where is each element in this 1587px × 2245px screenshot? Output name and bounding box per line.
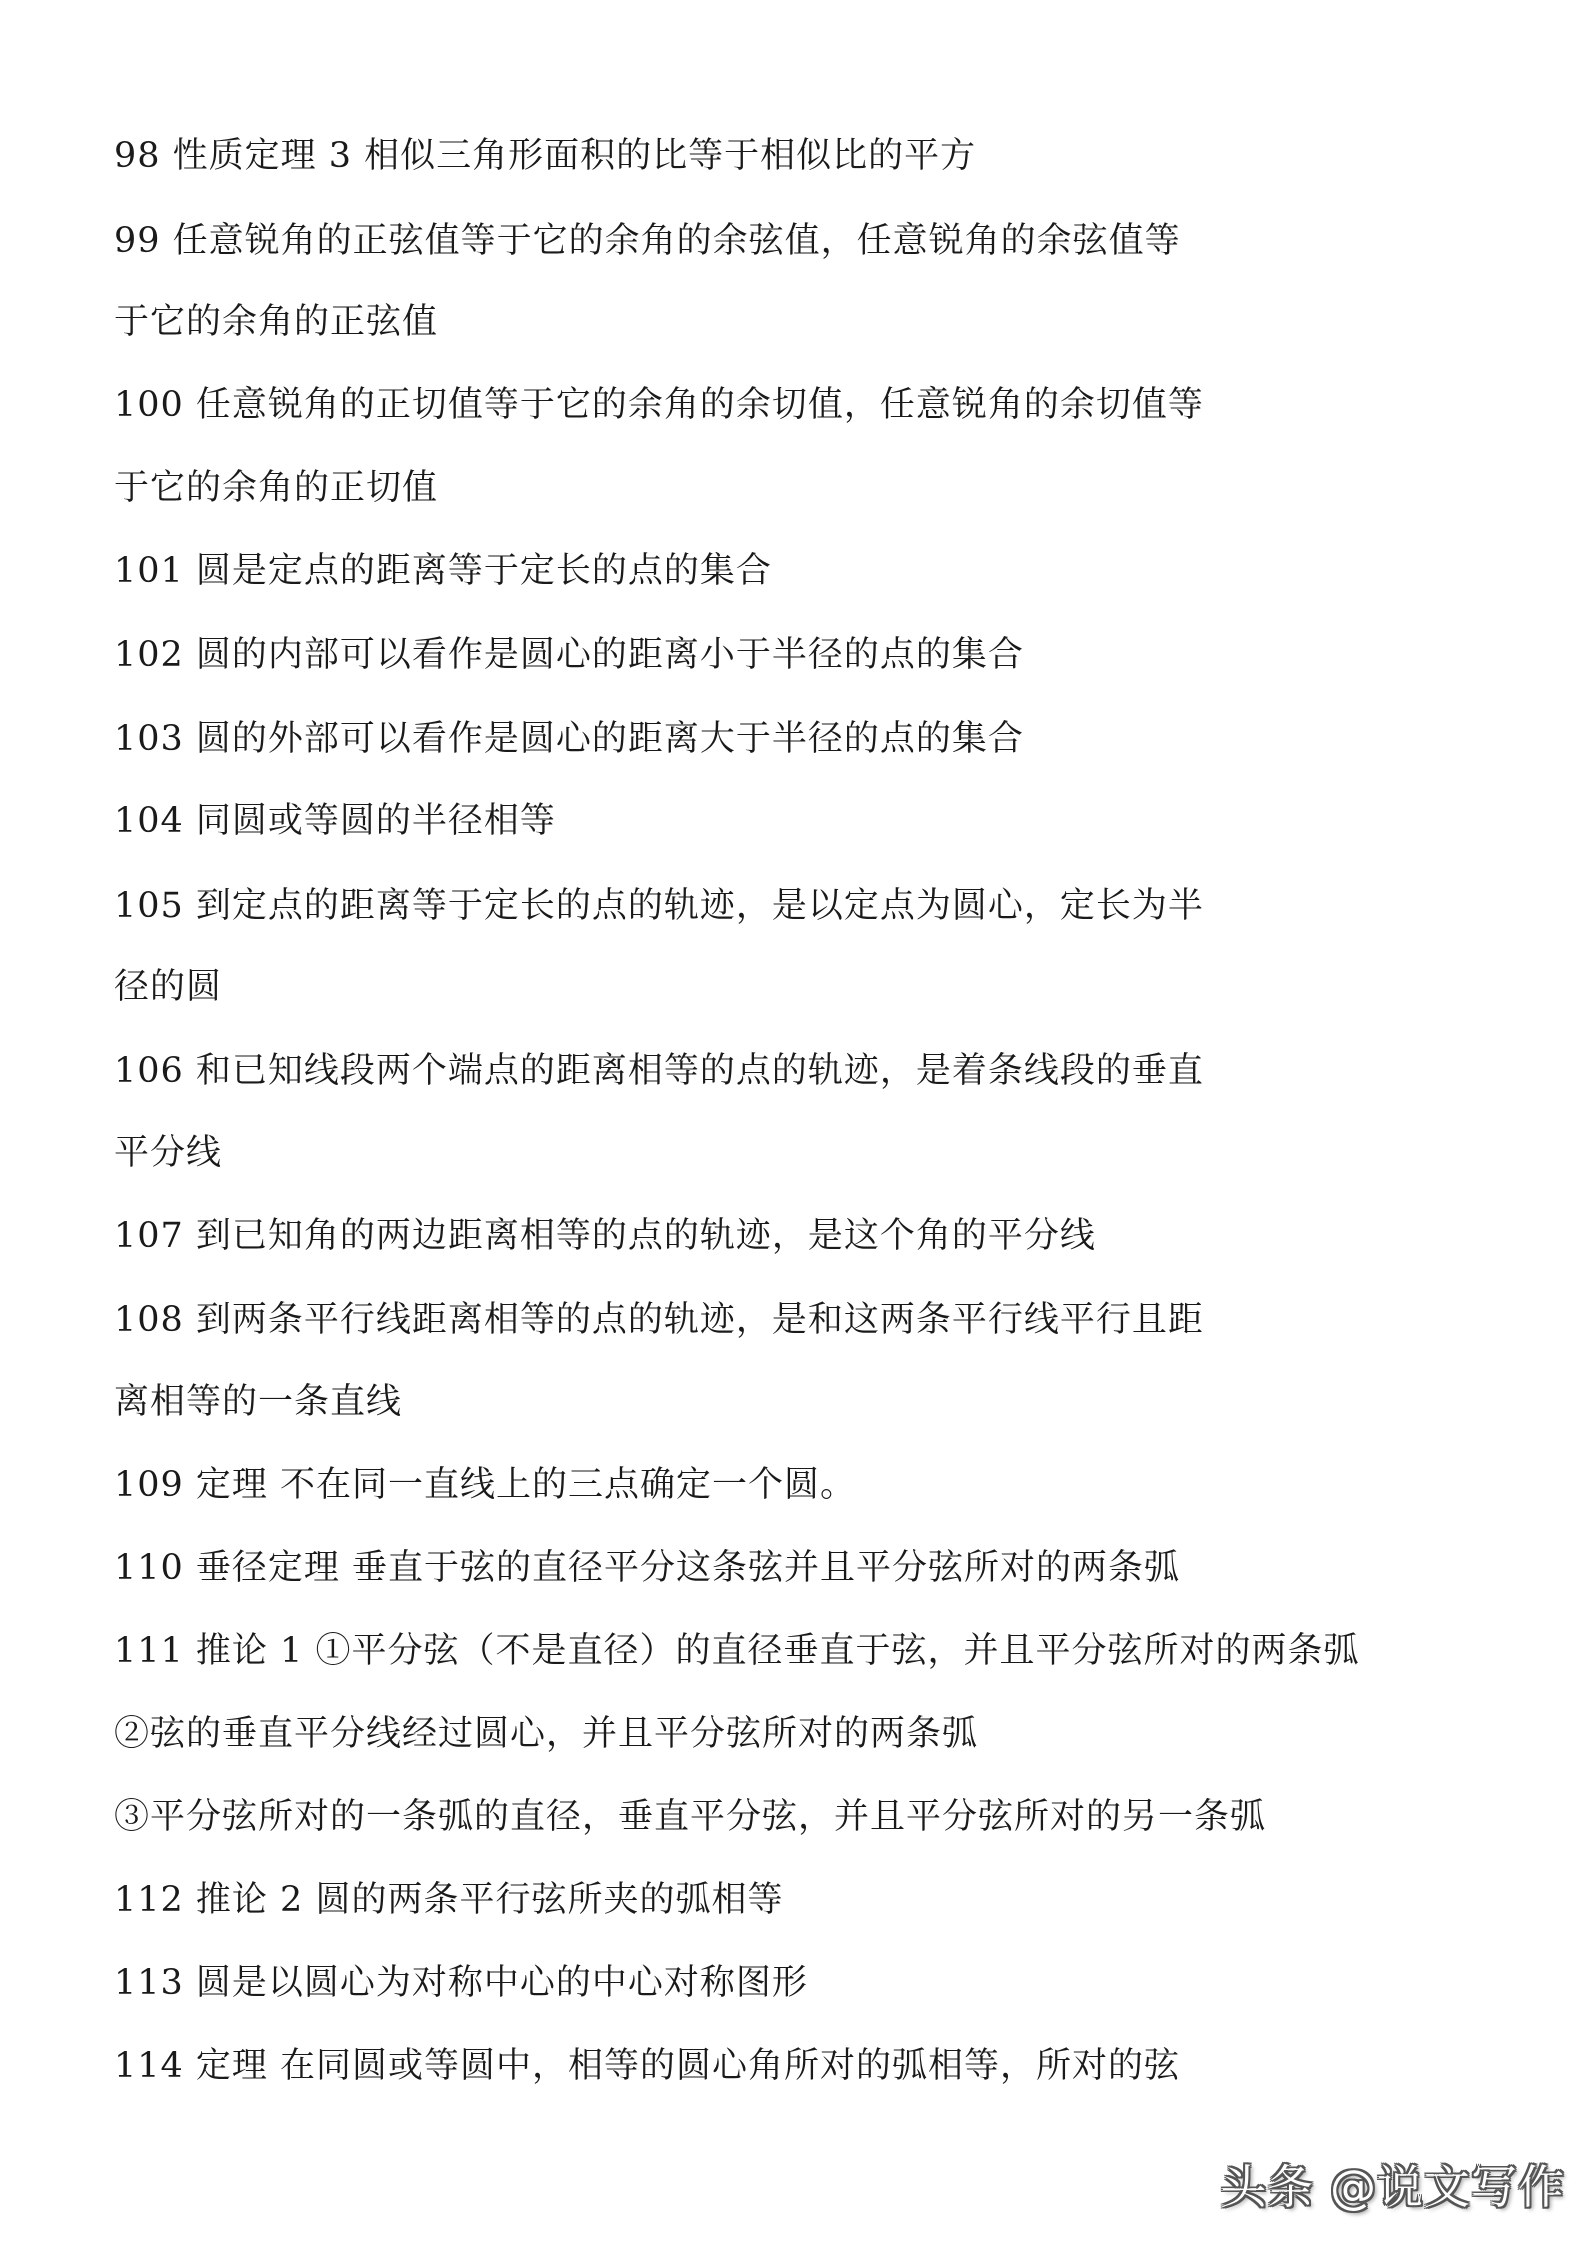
text-line: 离相等的一条直线 bbox=[114, 1382, 403, 1422]
watermark: 头条 @说文写作 bbox=[1220, 2160, 1565, 2214]
text-line: 111 推论 1 ①平分弦（不是直径）的直径垂直于弦，并且平分弦所对的两条弧 bbox=[114, 1631, 1360, 1671]
text-line: 平分线 bbox=[114, 1133, 223, 1173]
text-line: 101 圆是定点的距离等于定长的点的集合 bbox=[114, 551, 772, 591]
text-line: 102 圆的内部可以看作是圆心的距离小于半径的点的集合 bbox=[114, 635, 1024, 675]
text-line: 100 任意锐角的正切值等于它的余角的余切值，任意锐角的余切值等 bbox=[114, 385, 1204, 425]
text-line: ②弦的垂直平分线经过圆心，并且平分弦所对的两条弧 bbox=[114, 1714, 979, 1754]
text-line: 114 定理 在同圆或等圆中，相等的圆心角所对的弧相等，所对的弦 bbox=[114, 2046, 1181, 2086]
text-line: 113 圆是以圆心为对称中心的中心对称图形 bbox=[114, 1963, 808, 2003]
text-line: 112 推论 2 圆的两条平行弦所夹的弧相等 bbox=[114, 1880, 784, 1920]
text-line: 104 同圆或等圆的半径相等 bbox=[114, 801, 556, 841]
text-line: 于它的余角的正切值 bbox=[114, 468, 439, 508]
text-line: 98 性质定理 3 相似三角形面积的比等于相似比的平方 bbox=[114, 136, 977, 176]
text-line: 105 到定点的距离等于定长的点的轨迹，是以定点为圆心，定长为半 bbox=[114, 886, 1204, 926]
text-line: 103 圆的外部可以看作是圆心的距离大于半径的点的集合 bbox=[114, 719, 1024, 759]
text-line: 径的圆 bbox=[114, 967, 223, 1007]
text-line: 106 和已知线段两个端点的距离相等的点的轨迹，是着条线段的垂直 bbox=[114, 1051, 1204, 1091]
text-line: 107 到已知角的两边距离相等的点的轨迹，是这个角的平分线 bbox=[114, 1216, 1096, 1256]
text-line: 110 垂径定理 垂直于弦的直径平分这条弦并且平分弦所对的两条弧 bbox=[114, 1548, 1181, 1588]
text-line: 109 定理 不在同一直线上的三点确定一个圆。 bbox=[114, 1465, 857, 1505]
text-line: ③平分弦所对的一条弧的直径，垂直平分弦，并且平分弦所对的另一条弧 bbox=[114, 1797, 1267, 1837]
text-line: 于它的余角的正弦值 bbox=[114, 302, 439, 342]
text-line: 99 任意锐角的正弦值等于它的余角的余弦值，任意锐角的余弦值等 bbox=[114, 221, 1181, 261]
text-line: 108 到两条平行线距离相等的点的轨迹，是和这两条平行线平行且距 bbox=[114, 1300, 1204, 1340]
